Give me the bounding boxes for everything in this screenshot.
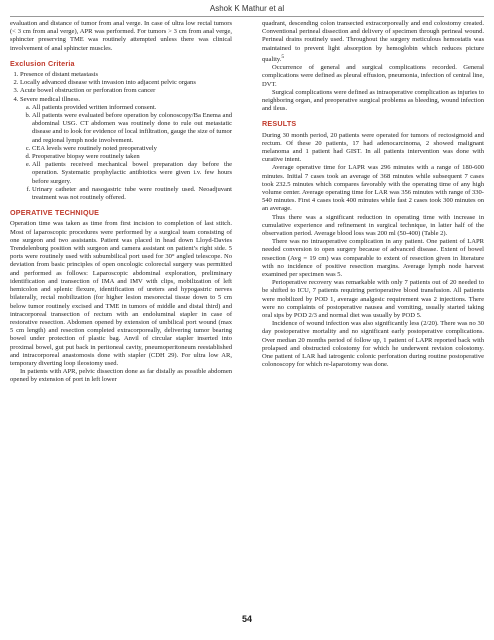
exclusion-item (20, 96, 232, 203)
results-paragraph: Incidence of wound infection was also significantly less (2/20). There was no 30 day postoperative mortality and no significant early postoperative complications. Over median 20 months period of follow up, 1 patient of LAPR reported back with prolapsed and obstructed colostomy for which he underwent revision colostomy. One patient of LAR had iatrogenic colonic perforation during routine postoperative colonoscopy for which re-laparotomy was done. (262, 320, 484, 369)
exclusion-list (10, 71, 232, 202)
continued-text: quadrant, descending colon transected extracorporeally and end colostomy created. Conventional perineal dissection and delivery of specimen through perineal wound. Perineal drains routinely used. Throughout the surgery meticulous hemostatis was maintained to prevent light absorption by hemoglobin which reduces picture quality. (262, 20, 484, 63)
exclusion-item: 1. Presence of distant metastasis (20, 71, 232, 79)
exclusion-item-label: Severe medical illness. (20, 95, 81, 103)
continued-paragraph (262, 20, 484, 64)
exclusion-criteria-heading: Exclusion Criteria (10, 58, 75, 68)
intro-paragraph: evaluation and distance of tumor from anal verge. In case of ultra low rectal tumors (< 3 cm from anal verge), APR was performed. For tumors > 3 cm from anal verge, sphincter preserving TME was routinely attempted unless there was clinical involvement of anal sphincter muscles. (10, 20, 232, 52)
exclusion-item: 3. Acute bowel obstruction or perforation from cancer (20, 87, 232, 95)
running-title: Ashok K Mathur et al (209, 4, 285, 13)
complications-paragraph: Occurrence of general and surgical complications recorded. General complications were defined as pleural effusion, pneumonia, infection of central line, DVT. (262, 64, 484, 88)
right-column (262, 20, 484, 370)
evaluation-sublist (20, 104, 232, 202)
results-paragraph: During 30 month period, 20 patients were operated for tumors of rectosigmoid and rectum. Of these 20 patients, 17 had adenocarcinoma, 2 showed malignant melanoma and 1 patient had GIST. In all patients intervention was done with curative intent. (262, 131, 484, 164)
results-paragraph: Thus there was a significant reduction in operating time with increase in cumulative experience and refinement in surgical technique, in latter half of the observation period. Average blood loss was 200 ml (50-400) (Table 2). (262, 213, 484, 238)
sublist-item: a. All patients provided written informed consent. (32, 104, 232, 112)
left-column (10, 20, 232, 385)
sublist-item: d. Preoperative biopsy were routinely taken (32, 153, 232, 161)
technique-paragraph-apr: In patients with APR, pelvic dissection done as far distally as possible abdomen opened by extension of port in left lower (10, 368, 232, 384)
surgical-complications-paragraph: Surgical complications were defined as intraoperative complication as injuries to neighboring organ, and preoperative surgical problems as bleeding, wound infection and ileus. (262, 88, 484, 113)
exclusion-item: 2. Locally advanced disease with invasion into adjacent pelvic organs (20, 79, 232, 87)
results-paragraph: Average operative time for LAPR was 296 minutes with a range of 180-600 minutes. Initial 7 cases took an average of 368 minutes while subsequent 7 cases took 232.5 minutes which compares favorably with the operating time of any high volume center. Average operating time for LAR was 356 minutes with range of 330-540 minutes. First 4 cases took 400 minutes while fast 2 cases took 300 minutes on an average. (262, 164, 484, 213)
operative-technique-heading: OPERATIVE TECHNIQUE (10, 208, 100, 218)
results-paragraph: Perioperative recovery was remarkable with only 7 patients out of 20 needed to be shifted to ICU, 7 patients requiring perioperative blood transfusion. All patients were mobilized by POD 1, average analgesic requirement was 2 injections. There were no complaints of postoperative nausea and vomiting, usually started taking oral sips by POD 2/3 and normal diet was usually by POD 5. (262, 279, 484, 320)
results-heading: RESULTS (262, 119, 297, 129)
sublist-item: f. Urinary catheter and nasogastric tube were routinely used. Neoadjuvant treatment was not routinely offered. (32, 186, 232, 202)
header-rule (10, 16, 484, 17)
results-paragraph: There was no intraoperative complication in any patient. One patient of LAPR needed conversion to open surgery because of advanced disease. Extent of bowel resection (Avg = 19 cm) was comparable to extent of resection given in literature with no incidence of positive resection margins. Average lymph node harvest examined per specimen was 5. (262, 238, 484, 279)
sublist-item: e. All patients received mechanical bowel preparation day before the operation. Systematic prophylactic antibiotics were given i.v. few hours before surgery. (32, 161, 232, 186)
citation-superscript: 5 (281, 53, 285, 60)
technique-paragraph: Operation time was taken as time from first incision to completion of last stitch. Most of laparoscopic procedures were performed by a surgical team consisting of one surgeon and two assistants. Patient was placed in head down Lloyd-Davies Trendelenburg position with surgeon and camera assistant on patient’s right side. 5 ports were routinely used with subumbilical port used for 30° angled telescope. No deviation from basic principles of open oncologic colorectal surgery was permitted and performed as follows: Laparoscopic abdominal exploration, preliminary identification and transection of IMA and IMV with clips, mobilization of left hemicolon and splenic flexure, identification of ureters and hypogastric nerves bilaterally, rectal mobilization (for higher lesion mesorectal tissue down to 5 cm below tumor routinely excised and TME in tumors of middle and distal third) and intracorporeal transection of rectum with an endoluminal stapler in case of restorative resection. Abdomen opened by extension of umbilical port wound (max 5 cm length) and resection completed extracorporeally, delivering tumor bearing bowel under protection of plastic bag. Anvil of circular stapler inserted into proximal bowel, gut put back in peritoneal cavity, pneumoperitoneum reestablished and intracorporeal anastomosis done with stapler (CDH 29). For ultra low AR, temporary diverting loop ileostomy used. (10, 220, 232, 367)
sublist-item: c. CEA levels were routinely noted preoperatively (32, 145, 232, 153)
sublist-item: b. All patients were evaluated before operation by colonoscopy/Ba Enema and abdominal USG. CT abdomen was routinely done to rule out metastatic disease and to look for evidence of local infiltration, gauge the size of tumor and regional lymph node involvement. (32, 112, 232, 145)
page-number: 54 (241, 614, 252, 624)
